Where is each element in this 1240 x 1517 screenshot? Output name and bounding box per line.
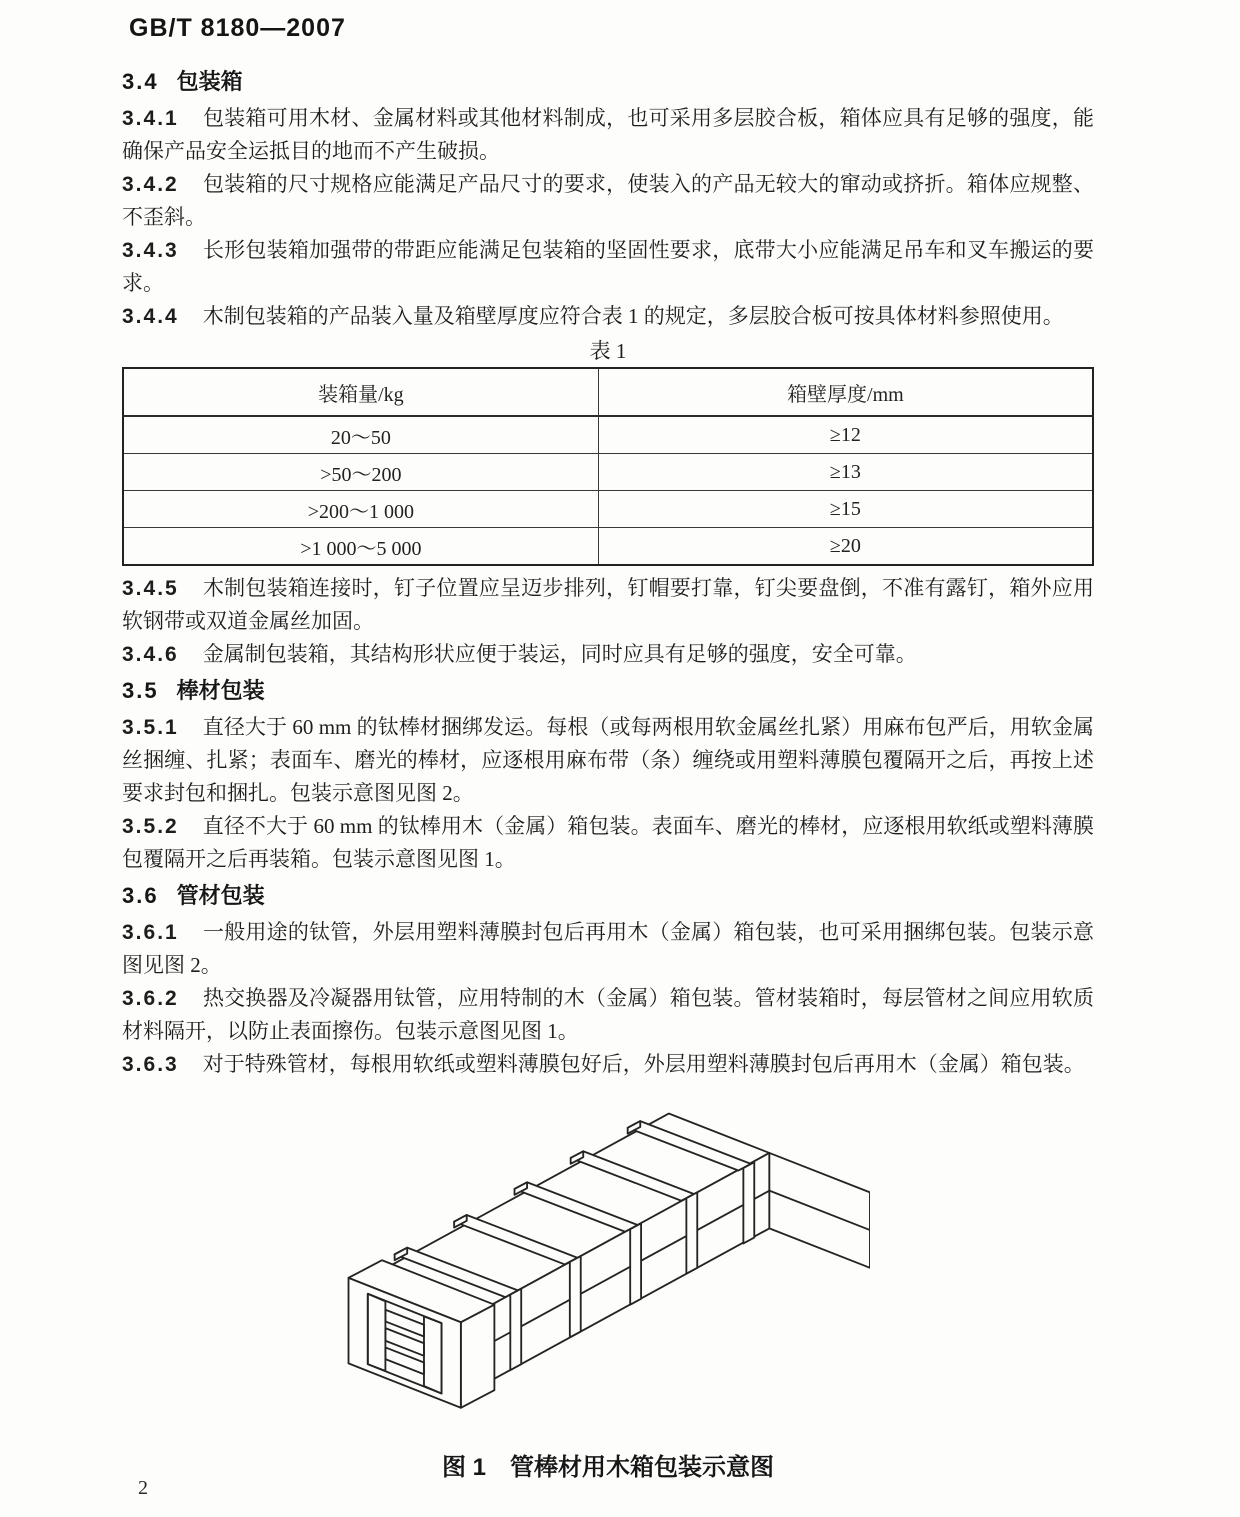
clause-3-4-4 [122, 300, 1094, 333]
section-heading-3-4 [122, 64, 1094, 100]
clause-text: 长形包装箱加强带的带距应能满足包装箱的坚固性要求，底带大小应能满足吊车和叉车搬运的要求。 [122, 238, 1094, 295]
section-title: 包装箱 [176, 69, 243, 94]
table-cell: 20～50 [123, 416, 598, 454]
table-cell: ≥12 [598, 416, 1093, 454]
table-row [123, 491, 1093, 528]
section-number: 3.6 [122, 883, 159, 908]
clause-3-6-3 [122, 1048, 1094, 1081]
page-number: 2 [138, 1477, 148, 1499]
clause-text: 木制包装箱连接时，钉子位置应呈迈步排列，钉帽要打靠，钉尖要盘倒，不准有露钉，箱外应用软钢带或双道金属丝加固。 [122, 576, 1094, 633]
table-cell: >1 000～5 000 [123, 528, 598, 566]
section-title: 管材包装 [176, 883, 265, 908]
clause-text: 一般用途的钛管，外层用塑料薄膜封包后再用木（金属）箱包装，也可采用捆绑包装。包装示意图见图 2。 [122, 920, 1094, 977]
clause-number: 3.6.1 [122, 921, 179, 944]
clause-number: 3.4.6 [122, 643, 179, 666]
figure-1-caption: 图 1 管棒材用木箱包装示意图 [441, 1454, 774, 1481]
clause-number: 3.4.5 [122, 577, 179, 600]
clause-text: 直径大于 60 mm 的钛棒材捆绑发运。每根（或每两根用软金属丝扎紧）用麻布包严后，用软金属丝捆缠、扎紧；表面车、磨光的棒材，应逐根用麻布带（条）缠绕或用塑料薄膜包覆隔开之后，再按上述要求封包和捆扎。包装示意图见图 2。 [122, 715, 1094, 805]
clause-3-6-2 [122, 982, 1094, 1048]
clause-3-4-5 [122, 572, 1094, 638]
table-1-caption: 表 1 [589, 339, 627, 363]
clause-3-4-3 [122, 234, 1094, 300]
clause-3-4-2 [122, 168, 1094, 234]
clause-number: 3.6.3 [122, 1053, 179, 1076]
table-cell: ≥15 [598, 491, 1093, 528]
clause-number: 3.4.1 [122, 107, 179, 130]
clause-number: 3.5.2 [122, 815, 179, 838]
crate-drawing [325, 1080, 870, 1443]
clause-3-6-1 [122, 916, 1094, 982]
clause-text: 对于特殊管材，每根用软纸或塑料薄膜包好后，外层用塑料薄膜封包后再用木（金属）箱包装。 [202, 1052, 1085, 1076]
section-number: 3.4 [122, 69, 159, 94]
document-body [122, 62, 1094, 1081]
table-cell: >50～200 [123, 454, 598, 491]
clause-text: 金属制包装箱，其结构形状应便于装运，同时应具有足够的强度，安全可靠。 [202, 642, 917, 666]
clause-number: 3.4.4 [122, 305, 179, 328]
table-cell: ≥13 [598, 454, 1093, 491]
table-header-row [123, 368, 1093, 416]
table-cell: >200～1 000 [123, 491, 598, 528]
clause-text: 木制包装箱的产品装入量及箱壁厚度应符合表 1 的规定，多层胶合板可按具体材料参照使用。 [202, 304, 1064, 328]
section-title: 棒材包装 [176, 678, 265, 703]
table-cell: ≥20 [598, 528, 1093, 566]
table-row [123, 416, 1093, 454]
clause-text: 直径不大于 60 mm 的钛棒用木（金属）箱包装。表面车、磨光的棒材，应逐根用软纸或塑料薄膜包覆隔开之后再装箱。包装示意图见图 1。 [122, 814, 1094, 871]
table-row [123, 454, 1093, 491]
clause-number: 3.6.2 [122, 987, 179, 1010]
clause-3-5-1 [122, 711, 1094, 810]
standard-number: GB/T 8180—2007 [129, 14, 346, 42]
clause-number: 3.4.3 [122, 239, 179, 262]
clause-number: 3.4.2 [122, 173, 179, 196]
section-heading-3-6 [122, 878, 1094, 914]
figure-1 [325, 1080, 870, 1443]
table-1 [122, 367, 1094, 566]
clause-3-5-2 [122, 810, 1094, 876]
clause-text: 包装箱的尺寸规格应能满足产品尺寸的要求，使装入的产品无较大的窜动或挤折。箱体应规整、不歪斜。 [122, 172, 1094, 229]
clause-number: 3.5.1 [122, 716, 179, 739]
clause-3-4-1 [122, 102, 1094, 168]
table-header-wall-thickness: 箱壁厚度/mm [598, 368, 1093, 416]
clause-text: 包装箱可用木材、金属材料或其他材料制成，也可采用多层胶合板，箱体应具有足够的强度，能确保产品安全运抵目的地而不产生破损。 [122, 106, 1094, 163]
clause-3-4-6 [122, 638, 1094, 671]
clause-text: 热交换器及冷凝器用钛管，应用特制的木（金属）箱包装。管材装箱时，每层管材之间应用软质材料隔开，以防止表面擦伤。包装示意图见图 1。 [122, 986, 1094, 1043]
table-header-packing-weight: 装箱量/kg [123, 368, 598, 416]
table-row [123, 528, 1093, 566]
section-number: 3.5 [122, 678, 159, 703]
section-heading-3-5 [122, 673, 1094, 709]
